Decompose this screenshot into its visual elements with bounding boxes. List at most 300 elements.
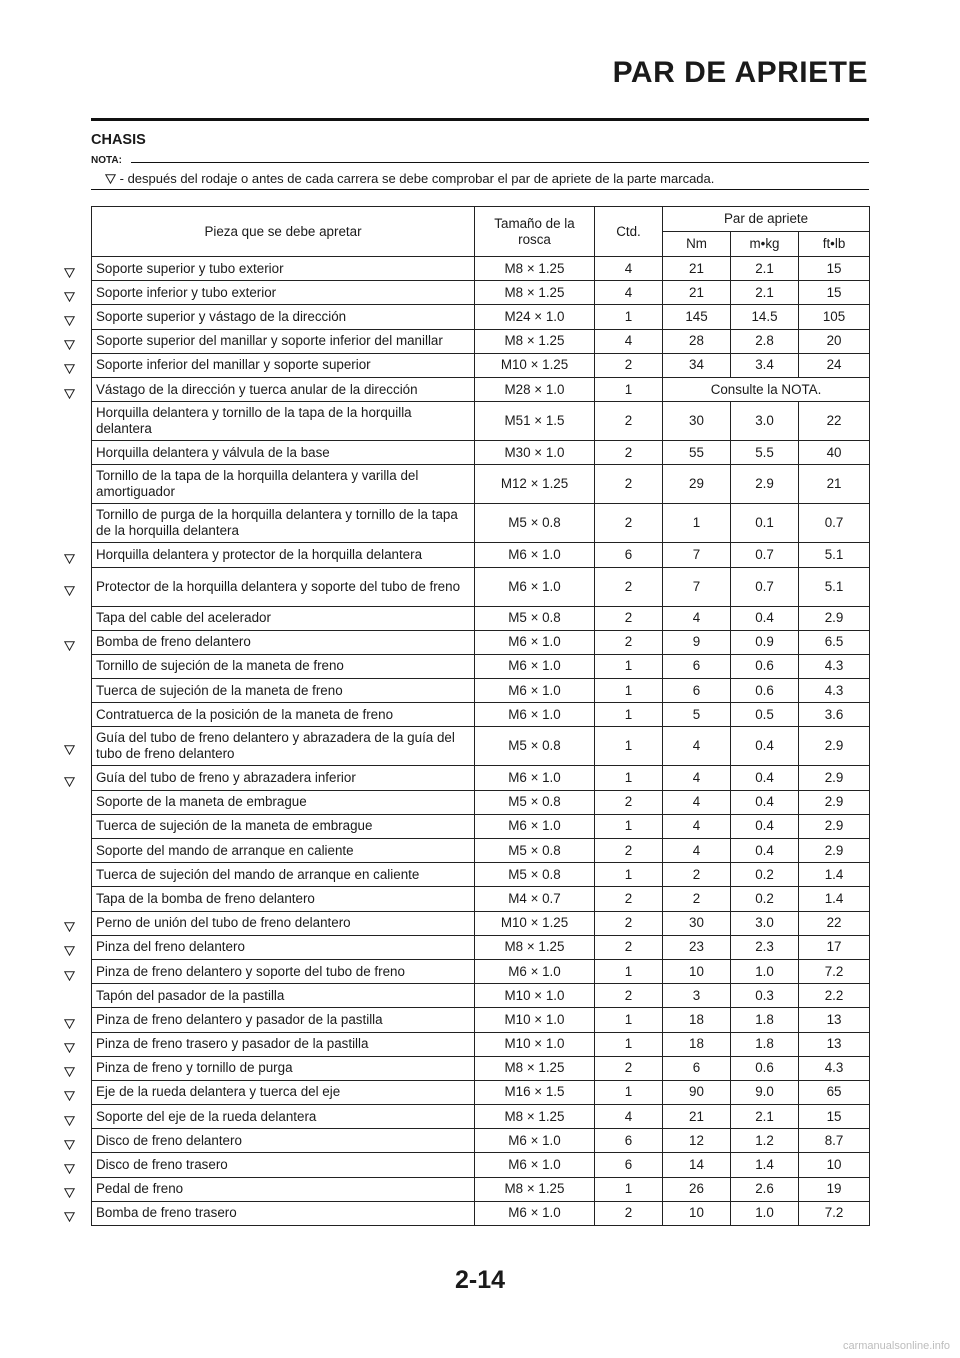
cell-ftlb: 65	[799, 1080, 870, 1104]
header-thread: Tamaño de la rosca	[475, 207, 595, 257]
cell-thread: M6 × 1.0	[475, 1153, 595, 1177]
cell-mkg: 2.9	[731, 465, 799, 504]
cell-part: Disco de freno delantero	[92, 1129, 475, 1153]
cell-thread: M5 × 0.8	[475, 504, 595, 543]
triangle-mark-icon	[58, 1184, 80, 1202]
table-row	[92, 567, 870, 606]
cell-mkg: 0.2	[731, 887, 799, 911]
cell-nm: 10	[663, 959, 731, 983]
triangle-mark-icon	[58, 264, 80, 282]
cell-part: Disco de freno trasero	[92, 1153, 475, 1177]
cell-mkg: 0.4	[731, 727, 799, 766]
cell-part: Tuerca de sujeción del mando de arranque en caliente	[92, 863, 475, 887]
cell-thread: M8 × 1.25	[475, 1177, 595, 1201]
cell-mkg: 1.4	[731, 1153, 799, 1177]
cell-part: Soporte inferior del manillar y soporte superior	[92, 353, 475, 377]
nota-text	[105, 171, 714, 186]
cell-mkg: 2.1	[731, 257, 799, 281]
cell-qty: 1	[595, 863, 663, 887]
triangle-mark-icon	[58, 967, 80, 985]
cell-qty: 1	[595, 959, 663, 983]
cell-ftlb: 4.3	[799, 679, 870, 703]
cell-part: Contratuerca de la posición de la maneta de freno	[92, 703, 475, 727]
cell-qty: 2	[595, 402, 663, 441]
cell-qty: 4	[595, 281, 663, 305]
cell-ftlb: 15	[799, 1105, 870, 1129]
cell-nm: 7	[663, 543, 731, 567]
table-row	[92, 814, 870, 838]
cell-qty: 6	[595, 1129, 663, 1153]
torque-table	[91, 206, 870, 1226]
cell-qty: 4	[595, 329, 663, 353]
cell-mkg: 3.0	[731, 911, 799, 935]
cell-ftlb: 1.4	[799, 887, 870, 911]
cell-thread: M10 × 1.0	[475, 984, 595, 1008]
cell-thread: M6 × 1.0	[475, 959, 595, 983]
cell-nm: 29	[663, 465, 731, 504]
cell-part: Guía del tubo de freno delantero y abrazadera de la guía del tubo de freno delantero	[92, 727, 475, 766]
cell-part: Pinza de freno y tornillo de purga	[92, 1056, 475, 1080]
triangle-mark-icon	[58, 1136, 80, 1154]
table-row	[92, 679, 870, 703]
cell-nm: 34	[663, 353, 731, 377]
cell-nm: 4	[663, 839, 731, 863]
cell-part: Soporte superior y vástago de la dirección	[92, 305, 475, 329]
nota-divider	[131, 162, 869, 163]
header-part: Pieza que se debe apretar	[92, 207, 475, 257]
cell-part: Soporte del mando de arranque en caliente	[92, 839, 475, 863]
cell-thread: M10 × 1.25	[475, 353, 595, 377]
cell-thread: M30 × 1.0	[475, 441, 595, 465]
cell-ftlb: 21	[799, 465, 870, 504]
cell-qty: 2	[595, 887, 663, 911]
table-row	[92, 935, 870, 959]
nota-label: NOTA:	[91, 155, 122, 166]
cell-part: Bomba de freno delantero	[92, 630, 475, 654]
cell-ftlb: 5.1	[799, 567, 870, 606]
triangle-mark-icon	[58, 1015, 80, 1033]
triangle-mark-icon	[58, 1160, 80, 1178]
cell-mkg: 0.6	[731, 654, 799, 678]
nota-body: - después del rodaje o antes de cada carrera se debe comprobar el par de apriete de la parte marcada.	[119, 171, 715, 186]
cell-nm: 3	[663, 984, 731, 1008]
cell-qty: 1	[595, 377, 663, 401]
cell-part: Soporte superior del manillar y soporte inferior del manillar	[92, 329, 475, 353]
cell-thread: M5 × 0.8	[475, 790, 595, 814]
cell-ftlb: 13	[799, 1008, 870, 1032]
cell-part: Tuerca de sujeción de la maneta de embrague	[92, 814, 475, 838]
cell-qty: 2	[595, 441, 663, 465]
cell-thread: M5 × 0.8	[475, 839, 595, 863]
cell-ftlb: 2.9	[799, 606, 870, 630]
cell-mkg: 0.2	[731, 863, 799, 887]
cell-qty: 1	[595, 814, 663, 838]
table-row	[92, 863, 870, 887]
cell-qty: 1	[595, 766, 663, 790]
cell-qty: 2	[595, 1201, 663, 1225]
cell-qty: 1	[595, 654, 663, 678]
cell-part: Tornillo de la tapa de la horquilla delantera y varilla del amortiguador	[92, 465, 475, 504]
cell-nm: 21	[663, 281, 731, 305]
cell-part: Soporte superior y tubo exterior	[92, 257, 475, 281]
cell-nm: 9	[663, 630, 731, 654]
table-row	[92, 766, 870, 790]
triangle-mark-icon	[58, 918, 80, 936]
cell-qty: 6	[595, 1153, 663, 1177]
cell-part: Tuerca de sujeción de la maneta de freno	[92, 679, 475, 703]
cell-mkg: 1.8	[731, 1032, 799, 1056]
cell-thread: M6 × 1.0	[475, 766, 595, 790]
cell-qty: 2	[595, 839, 663, 863]
cell-mkg: 1.0	[731, 1201, 799, 1225]
cell-qty: 2	[595, 1056, 663, 1080]
cell-mkg: 2.1	[731, 281, 799, 305]
cell-nm: 145	[663, 305, 731, 329]
cell-ftlb: 19	[799, 1177, 870, 1201]
cell-qty: 1	[595, 1080, 663, 1104]
triangle-mark-icon	[58, 1112, 80, 1130]
cell-ftlb: 105	[799, 305, 870, 329]
cell-part: Pinza del freno delantero	[92, 935, 475, 959]
cell-qty: 1	[595, 679, 663, 703]
cell-thread: M6 × 1.0	[475, 567, 595, 606]
cell-nm: 30	[663, 911, 731, 935]
triangle-mark-icon	[58, 312, 80, 330]
cell-nm: 5	[663, 703, 731, 727]
cell-mkg: 0.9	[731, 630, 799, 654]
table-row	[92, 959, 870, 983]
cell-ftlb: 1.4	[799, 863, 870, 887]
header-torque: Par de apriete	[663, 207, 870, 232]
section-heading: CHASIS	[91, 132, 146, 148]
cell-qty: 2	[595, 353, 663, 377]
cell-mkg: 3.0	[731, 402, 799, 441]
cell-ftlb: 24	[799, 353, 870, 377]
table-row	[92, 1201, 870, 1225]
page-title: PAR DE APRIETE	[612, 56, 868, 89]
cell-qty: 1	[595, 703, 663, 727]
cell-mkg: 0.1	[731, 504, 799, 543]
cell-nm: 4	[663, 790, 731, 814]
table-row	[92, 703, 870, 727]
cell-nm: 7	[663, 567, 731, 606]
cell-mkg: 3.4	[731, 353, 799, 377]
header-qty: Ctd.	[595, 207, 663, 257]
triangle-mark-icon	[58, 385, 80, 403]
table-row	[92, 353, 870, 377]
cell-ftlb: 4.3	[799, 654, 870, 678]
cell-mkg: 1.0	[731, 959, 799, 983]
cell-part: Horquilla delantera y válvula de la base	[92, 441, 475, 465]
cell-nm: 10	[663, 1201, 731, 1225]
table-row	[92, 257, 870, 281]
cell-thread: M8 × 1.25	[475, 1056, 595, 1080]
page-number: 2-14	[454, 1266, 506, 1294]
cell-part: Bomba de freno trasero	[92, 1201, 475, 1225]
cell-ftlb: 8.7	[799, 1129, 870, 1153]
table-row	[92, 790, 870, 814]
cell-nm: 18	[663, 1032, 731, 1056]
cell-mkg: 2.8	[731, 329, 799, 353]
cell-ftlb: 40	[799, 441, 870, 465]
cell-part: Horquilla delantera y protector de la horquilla delantera	[92, 543, 475, 567]
table-row	[92, 329, 870, 353]
cell-ftlb: 13	[799, 1032, 870, 1056]
cell-ftlb: 6.5	[799, 630, 870, 654]
cell-thread: M8 × 1.25	[475, 257, 595, 281]
cell-ftlb: 20	[799, 329, 870, 353]
cell-mkg: 1.2	[731, 1129, 799, 1153]
cell-thread: M8 × 1.25	[475, 329, 595, 353]
cell-ftlb: 7.2	[799, 1201, 870, 1225]
table-row	[92, 1008, 870, 1032]
cell-part: Guía del tubo de freno y abrazadera inferior	[92, 766, 475, 790]
cell-mkg: 0.7	[731, 543, 799, 567]
cell-ftlb: 22	[799, 911, 870, 935]
cell-mkg: 1.8	[731, 1008, 799, 1032]
table-row	[92, 377, 870, 401]
cell-thread: M5 × 0.8	[475, 863, 595, 887]
table-row	[92, 606, 870, 630]
nota-bottom-divider	[91, 189, 869, 190]
cell-nm: 4	[663, 727, 731, 766]
cell-thread: M24 × 1.0	[475, 305, 595, 329]
cell-qty: 2	[595, 630, 663, 654]
cell-nm: 6	[663, 1056, 731, 1080]
cell-thread: M6 × 1.0	[475, 679, 595, 703]
cell-thread: M10 × 1.0	[475, 1032, 595, 1056]
cell-thread: M16 × 1.5	[475, 1080, 595, 1104]
cell-ftlb: 2.9	[799, 790, 870, 814]
cell-qty: 2	[595, 984, 663, 1008]
triangle-mark-icon	[58, 1208, 80, 1226]
cell-ftlb: 3.6	[799, 703, 870, 727]
cell-thread: M5 × 0.8	[475, 727, 595, 766]
cell-ftlb: 2.9	[799, 814, 870, 838]
cell-thread: M10 × 1.25	[475, 911, 595, 935]
table-row	[92, 984, 870, 1008]
table-row	[92, 402, 870, 441]
table-row	[92, 1153, 870, 1177]
cell-part: Soporte del eje de la rueda delantera	[92, 1105, 475, 1129]
cell-ftlb: 2.9	[799, 766, 870, 790]
cell-ftlb: 15	[799, 257, 870, 281]
cell-part: Tornillo de purga de la horquilla delantera y tornillo de la tapa de la horquilla delantera	[92, 504, 475, 543]
cell-ftlb: 10	[799, 1153, 870, 1177]
cell-nm: 4	[663, 766, 731, 790]
cell-mkg: 0.4	[731, 814, 799, 838]
cell-part: Eje de la rueda delantera y tuerca del eje	[92, 1080, 475, 1104]
cell-note: Consulte la NOTA.	[663, 377, 870, 401]
table-row	[92, 305, 870, 329]
cell-nm: 90	[663, 1080, 731, 1104]
cell-thread: M5 × 0.8	[475, 606, 595, 630]
cell-nm: 14	[663, 1153, 731, 1177]
cell-thread: M6 × 1.0	[475, 543, 595, 567]
table-row	[92, 465, 870, 504]
triangle-mark-icon	[58, 1039, 80, 1057]
cell-nm: 6	[663, 679, 731, 703]
cell-thread: M4 × 0.7	[475, 887, 595, 911]
table-row	[92, 1105, 870, 1129]
cell-thread: M8 × 1.25	[475, 1105, 595, 1129]
cell-thread: M28 × 1.0	[475, 377, 595, 401]
cell-thread: M8 × 1.25	[475, 935, 595, 959]
table-row	[92, 1080, 870, 1104]
cell-mkg: 5.5	[731, 441, 799, 465]
table-row	[92, 654, 870, 678]
table-row	[92, 911, 870, 935]
cell-mkg: 0.4	[731, 606, 799, 630]
triangle-mark-icon	[58, 582, 80, 600]
table-row	[92, 441, 870, 465]
cell-ftlb: 7.2	[799, 959, 870, 983]
cell-part: Tapón del pasador de la pastilla	[92, 984, 475, 1008]
cell-nm: 21	[663, 257, 731, 281]
triangle-mark-icon	[58, 741, 80, 759]
cell-nm: 1	[663, 504, 731, 543]
table-row	[92, 543, 870, 567]
cell-thread: M12 × 1.25	[475, 465, 595, 504]
cell-nm: 55	[663, 441, 731, 465]
cell-qty: 2	[595, 504, 663, 543]
table-row	[92, 887, 870, 911]
triangle-mark-icon	[58, 637, 80, 655]
cell-mkg: 0.4	[731, 839, 799, 863]
cell-qty: 1	[595, 1177, 663, 1201]
triangle-mark-icon	[58, 360, 80, 378]
cell-mkg: 0.7	[731, 567, 799, 606]
cell-thread: M51 × 1.5	[475, 402, 595, 441]
cell-nm: 30	[663, 402, 731, 441]
cell-thread: M10 × 1.0	[475, 1008, 595, 1032]
cell-ftlb: 15	[799, 281, 870, 305]
cell-mkg: 2.3	[731, 935, 799, 959]
cell-part: Perno de unión del tubo de freno delantero	[92, 911, 475, 935]
cell-part: Soporte de la maneta de embrague	[92, 790, 475, 814]
cell-mkg: 2.1	[731, 1105, 799, 1129]
cell-part: Soporte inferior y tubo exterior	[92, 281, 475, 305]
cell-mkg: 0.5	[731, 703, 799, 727]
table-row	[92, 281, 870, 305]
cell-qty: 1	[595, 727, 663, 766]
cell-qty: 1	[595, 1032, 663, 1056]
triangle-mark-icon	[58, 1087, 80, 1105]
cell-qty: 1	[595, 1008, 663, 1032]
cell-ftlb: 17	[799, 935, 870, 959]
cell-part: Horquilla delantera y tornillo de la tapa de la horquilla delantera	[92, 402, 475, 441]
cell-part: Pinza de freno delantero y pasador de la pastilla	[92, 1008, 475, 1032]
cell-part: Protector de la horquilla delantera y soporte del tubo de freno	[92, 567, 475, 606]
table-row	[92, 839, 870, 863]
table-row	[92, 1056, 870, 1080]
cell-ftlb: 0.7	[799, 504, 870, 543]
table-row	[92, 504, 870, 543]
cell-part: Pinza de freno trasero y pasador de la pastilla	[92, 1032, 475, 1056]
triangle-mark-icon	[58, 336, 80, 354]
cell-qty: 2	[595, 567, 663, 606]
cell-ftlb: 2.2	[799, 984, 870, 1008]
triangle-mark-icon	[58, 773, 80, 791]
cell-mkg: 0.3	[731, 984, 799, 1008]
cell-qty: 4	[595, 257, 663, 281]
cell-nm: 4	[663, 606, 731, 630]
triangle-mark-icon	[58, 288, 80, 306]
table-body	[92, 257, 870, 1226]
cell-nm: 23	[663, 935, 731, 959]
cell-qty: 2	[595, 911, 663, 935]
cell-nm: 18	[663, 1008, 731, 1032]
cell-nm: 12	[663, 1129, 731, 1153]
cell-mkg: 0.4	[731, 790, 799, 814]
triangle-mark-icon	[58, 1063, 80, 1081]
cell-part: Pedal de freno	[92, 1177, 475, 1201]
cell-qty: 4	[595, 1105, 663, 1129]
watermark: carmanualsonline.info	[842, 1340, 950, 1352]
table-row	[92, 1129, 870, 1153]
cell-mkg: 2.6	[731, 1177, 799, 1201]
cell-thread: M6 × 1.0	[475, 1129, 595, 1153]
cell-mkg: 14.5	[731, 305, 799, 329]
table-row	[92, 1177, 870, 1201]
cell-ftlb: 2.9	[799, 839, 870, 863]
cell-mkg: 0.6	[731, 1056, 799, 1080]
table-row	[92, 727, 870, 766]
triangle-mark-icon	[58, 550, 80, 568]
cell-ftlb: 2.9	[799, 727, 870, 766]
cell-ftlb: 22	[799, 402, 870, 441]
cell-qty: 6	[595, 543, 663, 567]
cell-nm: 2	[663, 887, 731, 911]
cell-ftlb: 5.1	[799, 543, 870, 567]
cell-mkg: 0.4	[731, 766, 799, 790]
cell-nm: 26	[663, 1177, 731, 1201]
cell-ftlb: 4.3	[799, 1056, 870, 1080]
cell-nm: 28	[663, 329, 731, 353]
cell-part: Pinza de freno delantero y soporte del tubo de freno	[92, 959, 475, 983]
cell-part: Vástago de la dirección y tuerca anular de la dirección	[92, 377, 475, 401]
cell-part: Tapa de la bomba de freno delantero	[92, 887, 475, 911]
header-nm: Nm	[663, 232, 731, 257]
cell-part: Tapa del cable del acelerador	[92, 606, 475, 630]
cell-thread: M6 × 1.0	[475, 703, 595, 727]
cell-nm: 6	[663, 654, 731, 678]
cell-thread: M6 × 1.0	[475, 654, 595, 678]
cell-thread: M6 × 1.0	[475, 630, 595, 654]
triangle-mark-icon	[105, 174, 116, 184]
cell-qty: 1	[595, 305, 663, 329]
cell-qty: 2	[595, 935, 663, 959]
cell-qty: 2	[595, 606, 663, 630]
triangle-mark-icon	[58, 942, 80, 960]
cell-nm: 2	[663, 863, 731, 887]
cell-thread: M6 × 1.0	[475, 814, 595, 838]
cell-mkg: 9.0	[731, 1080, 799, 1104]
cell-qty: 2	[595, 465, 663, 504]
cell-nm: 4	[663, 814, 731, 838]
cell-qty: 2	[595, 790, 663, 814]
cell-part: Tornillo de sujeción de la maneta de freno	[92, 654, 475, 678]
header-mkg: m•kg	[731, 232, 799, 257]
table-row	[92, 630, 870, 654]
cell-thread: M8 × 1.25	[475, 281, 595, 305]
cell-thread: M6 × 1.0	[475, 1201, 595, 1225]
title-divider	[91, 118, 869, 121]
header-ftlb: ft•lb	[799, 232, 870, 257]
cell-mkg: 0.6	[731, 679, 799, 703]
cell-nm: 21	[663, 1105, 731, 1129]
table-row	[92, 1032, 870, 1056]
